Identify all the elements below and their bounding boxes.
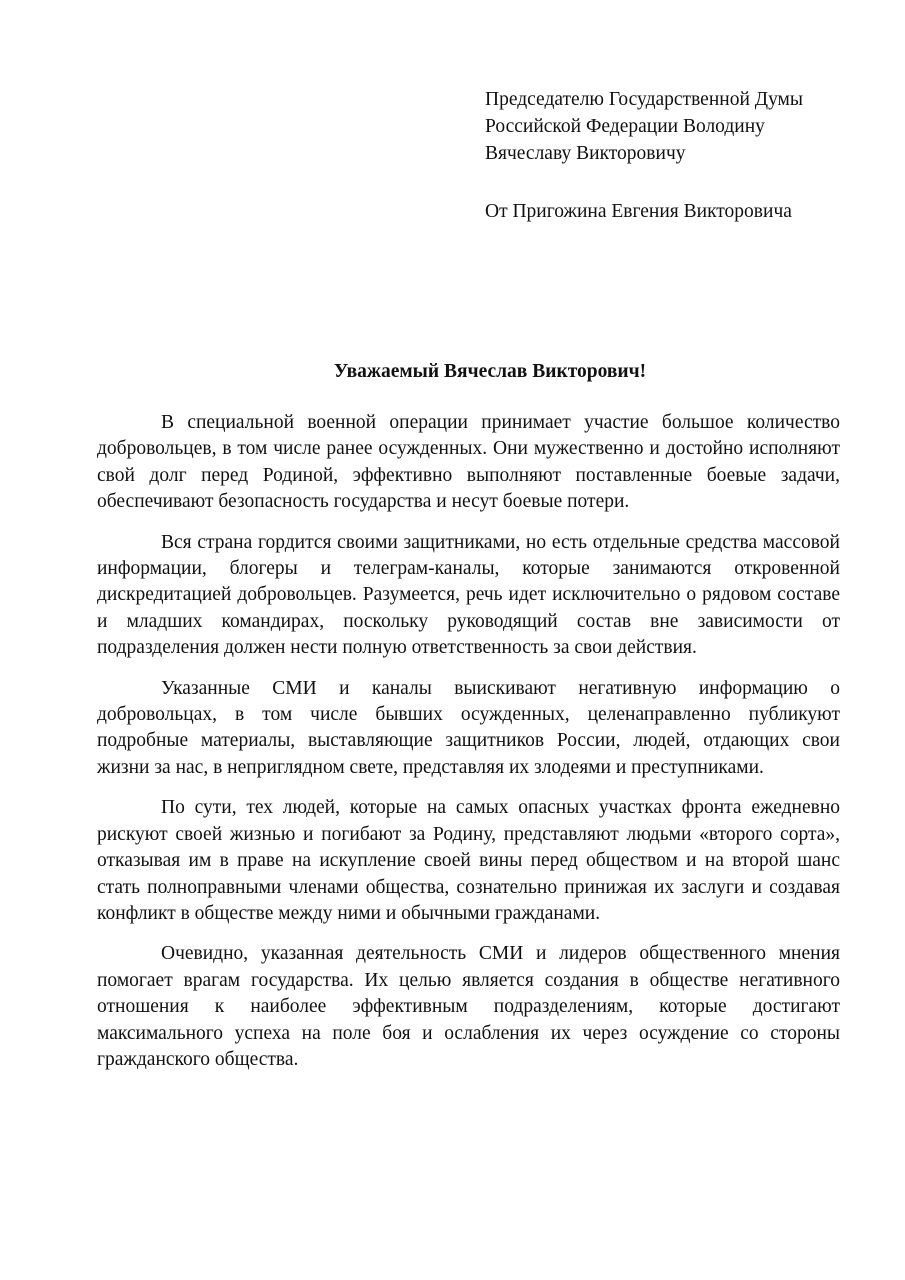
salutation-heading: Уважаемый Вячеслав Викторович! bbox=[333, 361, 647, 382]
addressee-block bbox=[485, 86, 885, 167]
paragraph-3: Указанные СМИ и каналы выискивают негативную информацию о добровольцах, в том числе бывших осужденных, целенаправленно публикуют подробные материалы, выставляющие защитников России, людей, отдающих свои жизни за нас, в неприглядном свете, представляя их злодеями и преступниками. bbox=[97, 677, 840, 778]
addressee-line-3: Вячеславу Викторовичу bbox=[485, 143, 686, 164]
letter-body bbox=[97, 410, 840, 1087]
addressee-line-2: Российской Федерации Володину bbox=[485, 116, 765, 137]
paragraph-2: Вся страна гордится своими защитниками, но есть отдельные средства массовой информации, блогеры и телеграм-каналы, которые занимаются откровенной дискредитацией добровольцев. Разумеется, речь идет исключительно о рядовом составе и младших командирах, поскольку руководящий состав вне зависимости от подразделения должен нести полную ответственность за свои действия. bbox=[97, 531, 840, 659]
addressee-line-1: Председателю Государственной Думы bbox=[485, 89, 803, 110]
sender-line: От Пригожина Евгения Викторовича bbox=[485, 201, 792, 222]
paragraph-1: В специальной военной операции принимает участие большое количество добровольцев, в том числе ранее осужденных. Они мужественно и достойно исполняют свой долг перед Родиной, эффективно выполняют поставленные боевые задачи, обеспечивают безопасность государства и несут боевые потери. bbox=[97, 412, 840, 513]
paragraph-4: По сути, тех людей, которые на самых опасных участках фронта ежедневно рискуют своей жизнью и погибают за Родину, представляют людьми «второго сорта», отказывая им в праве на искупление своей вины перед обществом и на второй шанс стать полноправными членами общества, сознательно принижая их заслуги и создавая конфликт в обществе между ними и обычными гражданами. bbox=[97, 797, 840, 924]
paragraph-5: Очевидно, указанная деятельность СМИ и лидеров общественного мнения помогает врагам государства. Их целью является создания в обществе негативного отношения к наиболее эффективным подразделениям, которые достигают максимального успеха на поле боя и ослабления их через осуждение со стороны гражданского общества. bbox=[97, 943, 840, 1070]
